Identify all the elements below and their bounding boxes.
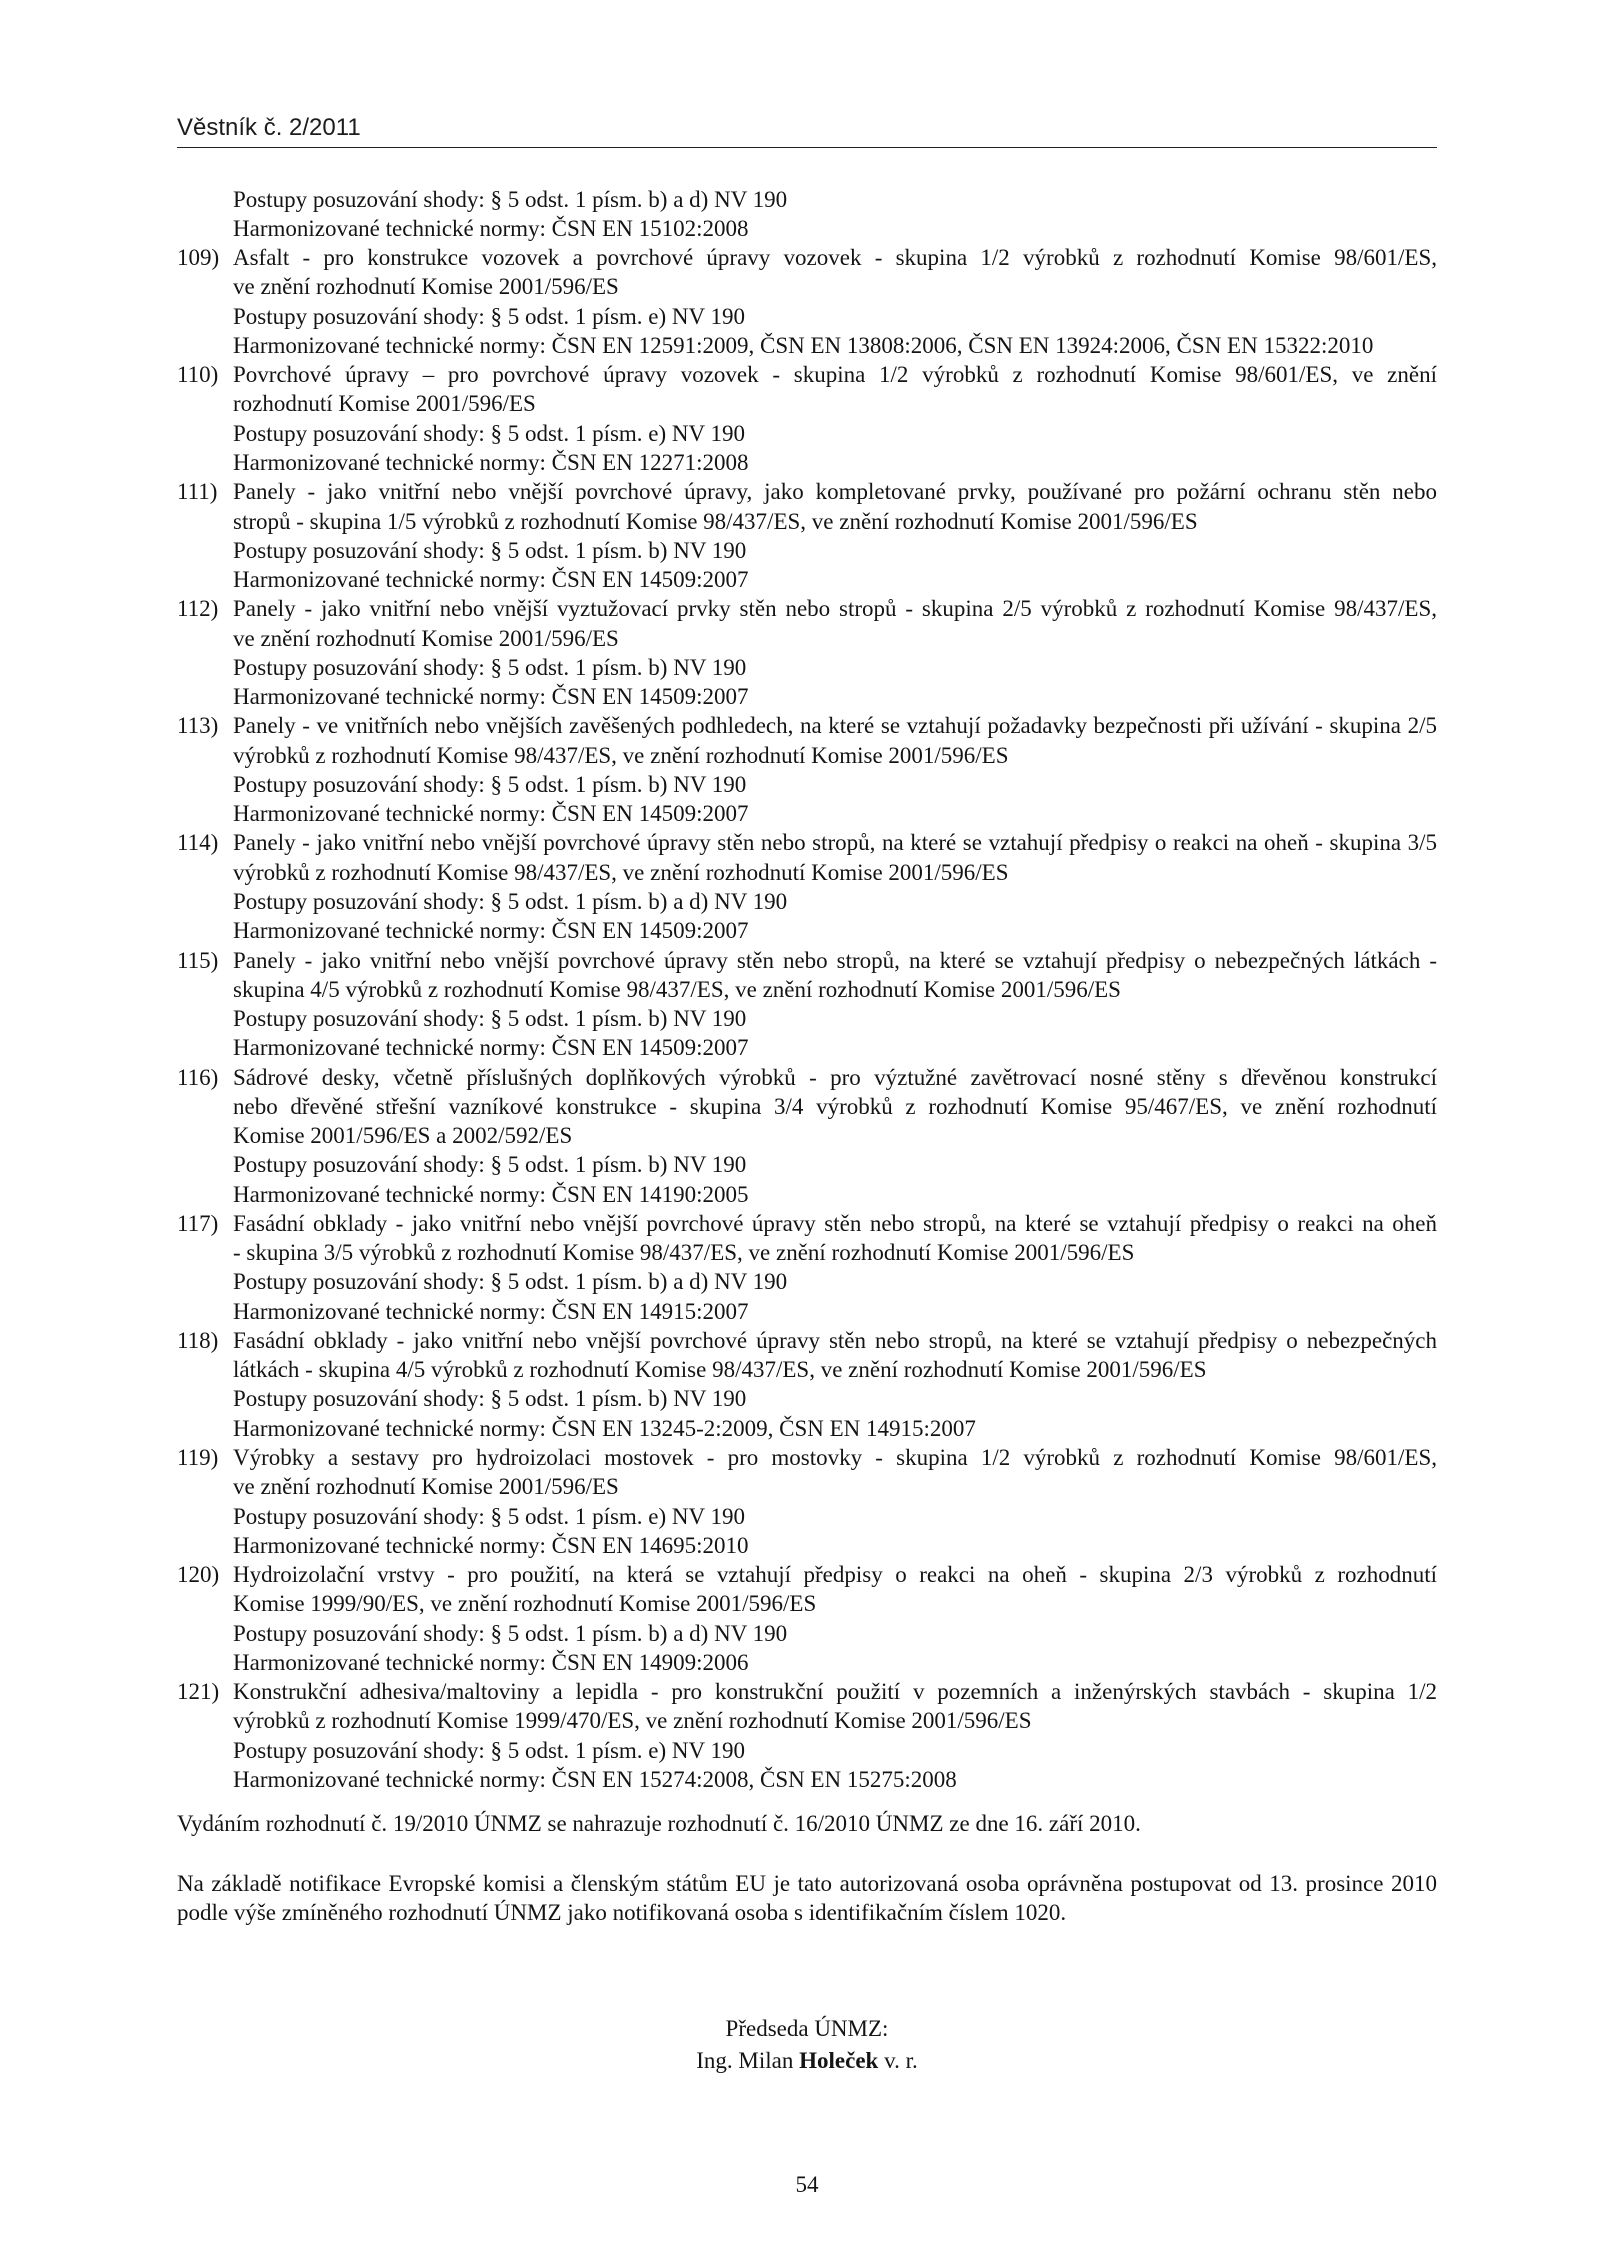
conformity-assessment-procedure: Postupy posuzování shody: § 5 odst. 1 písm. b) a d) NV 190: [233, 1620, 788, 1646]
header-divider: [177, 147, 1437, 148]
item-body: [233, 1560, 1437, 1677]
item-description-line: Panely - jako vnitřní nebo vnější povrchové úpravy stěn nebo stropů, na které se vztahují předpisy o nebezpečných látkách -: [233, 947, 1437, 973]
item-description-line: ve znění rozhodnutí Komise 2001/596/ES: [233, 274, 619, 300]
item-body: [233, 1677, 1437, 1794]
harmonized-standards: Harmonizované technické normy: ČSN EN 14695:2010: [233, 1532, 749, 1558]
item-body: [233, 1443, 1437, 1560]
page-header-title: Věstník č. 2/2011: [177, 114, 361, 141]
harmonized-standards: Harmonizované technické normy: ČSN EN 14509:2007: [233, 918, 749, 944]
item-number: 114): [177, 830, 219, 856]
list-item: [177, 711, 1437, 828]
continued-item-body: [233, 185, 1437, 244]
item-description-line: látkách - skupina 4/5 výrobků z rozhodnutí Komise 98/437/ES, ve znění rozhodnutí Komise 2001/596/ES: [233, 1357, 1207, 1383]
conformity-assessment-procedure: Postupy posuzování shody: § 5 odst. 1 písm. b) NV 190: [233, 1006, 747, 1032]
harmonized-standards: Harmonizované technické normy: ČSN EN 15274:2008, ČSN EN 15275:2008: [233, 1766, 957, 1792]
item-number: 118): [177, 1327, 219, 1353]
harmonized-standards: Harmonizované technické normy: ČSN EN 14909:2006: [233, 1649, 749, 1675]
page-number: 54: [795, 2172, 819, 2198]
item-description-line: stropů - skupina 1/5 výrobků z rozhodnutí Komise 98/437/ES, ve znění rozhodnutí Komise 2001/596/ES: [233, 508, 1198, 534]
list-item: [177, 1443, 1437, 1560]
item-body: [233, 1209, 1437, 1326]
item-number: 120): [177, 1562, 220, 1588]
item-body: [233, 946, 1437, 1063]
item-number: 119): [177, 1445, 219, 1471]
item-body: [233, 828, 1437, 945]
item-description-line: Výrobky a sestavy pro hydroizolaci mostovek - pro mostovky - skupina 1/2 výrobků z rozhodnutí Komise 98/601/ES,: [233, 1445, 1437, 1471]
item-description-line: ve znění rozhodnutí Komise 2001/596/ES: [233, 625, 619, 651]
harmonized-standards: Harmonizované technické normy: ČSN EN 12591:2009, ČSN EN 13808:2006, ČSN EN 13924:2006, ČSN EN 15322:2010: [233, 332, 1374, 358]
item-description-line: ve znění rozhodnutí Komise 2001/596/ES: [233, 1474, 619, 1500]
list-item: [177, 594, 1437, 711]
notification-line: podle výše zmíněného rozhodnutí ÚNMZ jako notifikovaná osoba s identifikačním číslem 1020.: [177, 1900, 1067, 1926]
harmonized-standards: Harmonizované technické normy: ČSN EN 13245-2:2009, ČSN EN 14915:2007: [233, 1415, 976, 1441]
item-body: [233, 711, 1437, 828]
conformity-assessment-procedure: Postupy posuzování shody: § 5 odst. 1 písm. e) NV 190: [233, 303, 745, 329]
item-description-line: Asfalt - pro konstrukce vozovek a povrchové úpravy vozovek - skupina 1/2 výrobků z rozhodnutí Komise 98/601/ES,: [233, 245, 1437, 271]
list-item: [177, 1560, 1437, 1677]
harmonized-standards: Harmonizované technické normy: ČSN EN 15102:2008: [233, 215, 749, 241]
item-description-line: Fasádní obklady - jako vnitřní nebo vnější povrchové úpravy stěn nebo stropů, na které se vztahují předpisy o nebezpečných: [233, 1327, 1437, 1353]
item-description-line: - skupina 3/5 výrobků z rozhodnutí Komise 98/437/ES, ve znění rozhodnutí Komise 2001/596/ES: [233, 1240, 1135, 1266]
list-item: [177, 1063, 1437, 1209]
harmonized-standards: Harmonizované technické normy: ČSN EN 14509:2007: [233, 801, 749, 827]
item-description-line: Panely - jako vnitřní nebo vnější povrchové úpravy, jako kompletované prvky, používané pro požární ochranu stěn nebo: [233, 479, 1437, 505]
item-description-line: Povrchové úpravy – pro povrchové úpravy vozovek - skupina 1/2 výrobků z rozhodnutí Komise 98/601/ES, ve znění: [233, 362, 1437, 388]
item-description-line: rozhodnutí Komise 2001/596/ES: [233, 391, 536, 417]
harmonized-standards: Harmonizované technické normy: ČSN EN 14509:2007: [233, 1035, 749, 1061]
item-number: 111): [177, 479, 218, 505]
item-number: 117): [177, 1210, 219, 1236]
signatory-name-suffix: v. r.: [884, 2048, 918, 2073]
item-description-line: Panely - jako vnitřní nebo vnější povrchové úpravy stěn nebo stropů, na které se vztahují předpisy o reakci na oheň - skupina 3/5: [233, 830, 1437, 856]
item-body: [233, 1063, 1437, 1209]
notification-line: Na základě notifikace Evropské komisi a členským státům EU je tato autorizovaná osoba oprávněna postupovat od 13. prosince 2010: [177, 1871, 1437, 1896]
harmonized-standards: Harmonizované technické normy: ČSN EN 14509:2007: [233, 684, 749, 710]
item-description-line: Panely - ve vnitřních nebo vnějších zavěšených podhledech, na které se vztahují požadavky bezpečnosti při užívání - skupina 2/5: [233, 713, 1437, 739]
conformity-assessment-procedure: Postupy posuzování shody: § 5 odst. 1 písm. b) NV 190: [233, 1386, 747, 1412]
item-description-line: Sádrové desky, včetně příslušných doplňkových výrobků - pro výztužné zavětrovací nosné stěny s dřevěnou konstrukcí: [233, 1064, 1437, 1090]
signatory-surname: Holeček: [799, 2048, 879, 2073]
item-description-line: Komise 2001/596/ES a 2002/592/ES: [233, 1123, 573, 1149]
item-body: [233, 594, 1437, 711]
conformity-assessment-procedure: Postupy posuzování shody: § 5 odst. 1 písm. b) NV 190: [233, 537, 747, 563]
item-body: [233, 477, 1437, 594]
list-item: [177, 477, 1437, 594]
list-item: [177, 946, 1437, 1063]
notification-paragraph: [177, 1869, 1437, 1928]
signatory-title: Předseda ÚNMZ:: [725, 2016, 889, 2041]
conformity-assessment-procedure: Postupy posuzování shody: § 5 odst. 1 písm. e) NV 190: [233, 420, 745, 446]
conformity-assessment-procedure: Postupy posuzování shody: § 5 odst. 1 písm. e) NV 190: [233, 1503, 745, 1529]
item-number: 112): [177, 596, 219, 622]
signatory-name: [177, 2045, 1437, 2077]
conformity-assessment-procedure: Postupy posuzování shody: § 5 odst. 1 písm. b) NV 190: [233, 654, 747, 680]
item-number: 109): [177, 245, 220, 271]
conformity-assessment-procedure: Postupy posuzování shody: § 5 odst. 1 písm. b) a d) NV 190: [233, 888, 788, 914]
list-item: [177, 828, 1437, 945]
harmonized-standards: Harmonizované technické normy: ČSN EN 12271:2008: [233, 449, 749, 475]
list-item: [177, 243, 1437, 360]
replacement-note-text: Vydáním rozhodnutí č. 19/2010 ÚNMZ se nahrazuje rozhodnutí č. 16/2010 ÚNMZ ze dne 16. září 2010.: [177, 1811, 1141, 1837]
signatory-name-prefix: Ing. Milan: [696, 2048, 794, 2073]
list-item: [177, 1326, 1437, 1443]
conformity-assessment-procedure: Postupy posuzování shody: § 5 odst. 1 písm. b) NV 190: [233, 1152, 747, 1178]
list-item: [177, 1677, 1437, 1794]
item-description-line: Konstrukční adhesiva/maltoviny a lepidla - pro konstrukční použití v pozemních a inženýrských stavbách - skupina 1/2: [233, 1679, 1437, 1705]
item-number: 121): [177, 1679, 220, 1705]
item-body: [233, 360, 1437, 477]
conformity-assessment-procedure: Postupy posuzování shody: § 5 odst. 1 písm. e) NV 190: [233, 1737, 745, 1763]
signature-block: [177, 2013, 1437, 2077]
replacement-note: [177, 1809, 1437, 1838]
item-number: 110): [177, 362, 219, 388]
list-item: [177, 360, 1437, 477]
conformity-assessment-procedure: Postupy posuzování shody: § 5 odst. 1 písm. b) a d) NV 190: [233, 1269, 788, 1295]
item-description-line: nebo dřevěné střešní vazníkové konstrukce - skupina 3/4 výrobků z rozhodnutí Komise 95/467/ES, ve znění rozhodnutí: [233, 1093, 1437, 1119]
item-description-line: skupina 4/5 výrobků z rozhodnutí Komise 98/437/ES, ve znění rozhodnutí Komise 2001/596/ES: [233, 976, 1121, 1002]
conformity-assessment-procedure: Postupy posuzování shody: § 5 odst. 1 písm. b) NV 190: [233, 771, 747, 797]
item-description-line: výrobků z rozhodnutí Komise 1999/470/ES, ve znění rozhodnutí Komise 2001/596/ES: [233, 1708, 1032, 1734]
item-description-line: Hydroizolační vrstvy - pro použití, na která se vztahují předpisy o reakci na oheň - skupina 2/3 výrobků z rozhodnutí: [233, 1562, 1437, 1588]
item-body: [233, 243, 1437, 360]
item-list: [177, 185, 1437, 1795]
item-description-line: Panely - jako vnitřní nebo vnější vyztužovací prvky stěn nebo stropů - skupina 2/5 výrobků z rozhodnutí Komise 98/437/ES,: [233, 596, 1437, 622]
list-item: [177, 1209, 1437, 1326]
item-number: 115): [177, 947, 219, 973]
harmonized-standards: Harmonizované technické normy: ČSN EN 14509:2007: [233, 567, 749, 593]
item-description-line: Komise 1999/90/ES, ve znění rozhodnutí Komise 2001/596/ES: [233, 1591, 817, 1617]
item-description-line: Fasádní obklady - jako vnitřní nebo vnější povrchové úpravy stěn nebo stropů, na které se vztahují předpisy o reakci na oheň: [233, 1210, 1437, 1236]
item-number: 116): [177, 1064, 219, 1090]
item-number: 113): [177, 713, 219, 739]
harmonized-standards: Harmonizované technické normy: ČSN EN 14190:2005: [233, 1181, 749, 1207]
conformity-assessment-procedure: Postupy posuzování shody: § 5 odst. 1 písm. b) a d) NV 190: [233, 186, 788, 212]
harmonized-standards: Harmonizované technické normy: ČSN EN 14915:2007: [233, 1298, 749, 1324]
item-description-line: výrobků z rozhodnutí Komise 98/437/ES, ve znění rozhodnutí Komise 2001/596/ES: [233, 859, 1009, 885]
item-body: [233, 1326, 1437, 1443]
item-description-line: výrobků z rozhodnutí Komise 98/437/ES, ve znění rozhodnutí Komise 2001/596/ES: [233, 742, 1009, 768]
